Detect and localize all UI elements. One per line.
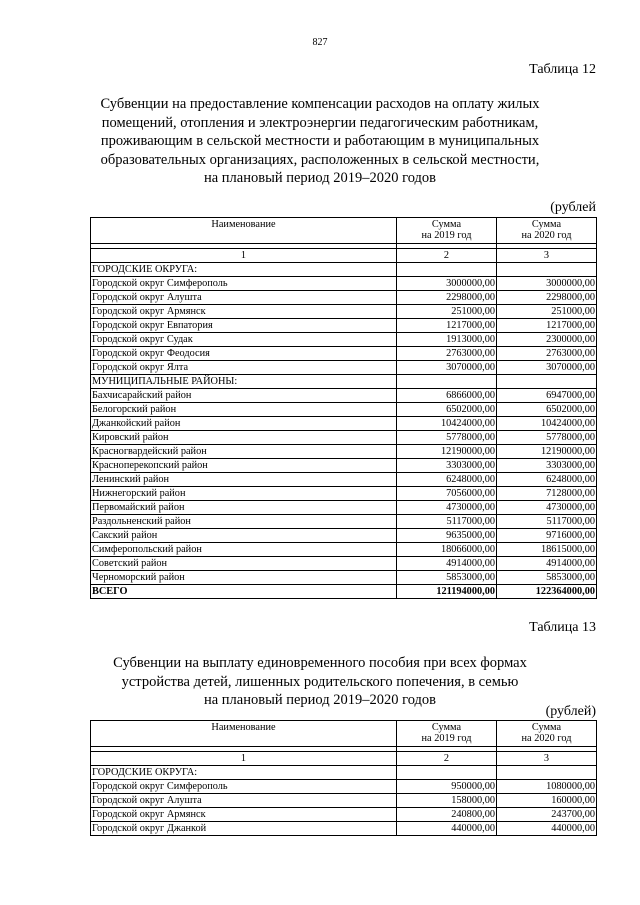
table-row (91, 431, 597, 445)
row-value-2019 (397, 766, 497, 780)
row-value-2020: 2763000,00 (497, 347, 597, 361)
table-row (91, 403, 597, 417)
row-value-2019: 18066000,00 (397, 543, 497, 557)
row-value-2020: 243700,00 (497, 808, 597, 822)
row-value-2019: 3000000,00 (397, 277, 497, 291)
table-row (91, 766, 597, 780)
row-name: Кировский район (91, 431, 397, 445)
total-2020: 122364000,00 (497, 585, 597, 599)
row-value-2019: 2298000,00 (397, 291, 497, 305)
row-value-2020: 6947000,00 (497, 389, 597, 403)
row-value-2020: 5853000,00 (497, 571, 597, 585)
col-number: 1 (91, 752, 397, 766)
col-number: 2 (397, 249, 497, 263)
table-row (91, 487, 597, 501)
row-value-2019: 5778000,00 (397, 431, 497, 445)
header-2019 (397, 218, 497, 244)
table-row (91, 501, 597, 515)
table-row (91, 794, 597, 808)
table-row (91, 473, 597, 487)
row-name: Городской округ Алушта (91, 794, 397, 808)
table-row (91, 808, 597, 822)
title-line: проживающим в сельской местности и работающим в муниципальных (100, 133, 540, 149)
row-name: Красноперекопский район (91, 459, 397, 473)
row-value-2020: 9716000,00 (497, 529, 597, 543)
row-value-2019: 9635000,00 (397, 529, 497, 543)
row-value-2020 (497, 263, 597, 277)
row-name: Черноморский район (91, 571, 397, 585)
row-value-2020: 440000,00 (497, 822, 597, 836)
table-13-unit: (рублей) (545, 704, 596, 719)
row-name: ГОРОДСКИЕ ОКРУГА: (91, 263, 397, 277)
table-row (91, 571, 597, 585)
header-2020 (497, 218, 597, 244)
row-value-2020: 3000000,00 (497, 277, 597, 291)
row-value-2019: 3070000,00 (397, 361, 497, 375)
row-name: Городской округ Феодосия (91, 347, 397, 361)
row-value-2020: 1217000,00 (497, 319, 597, 333)
header-2020-line2: на 2020 год (521, 230, 572, 241)
row-value-2020: 7128000,00 (497, 487, 597, 501)
table-13-label: Таблица 13 (529, 620, 596, 635)
table-12-unit: (рублей (550, 200, 596, 215)
row-name: Городской округ Судак (91, 333, 397, 347)
table-row (91, 557, 597, 571)
row-value-2019: 4730000,00 (397, 501, 497, 515)
title-line: помещений, отопления и электроэнергии педагогическим работникам, (101, 114, 539, 131)
table-row (91, 515, 597, 529)
total-label: ВСЕГО (91, 585, 397, 599)
row-value-2020: 4914000,00 (497, 557, 597, 571)
row-value-2020: 6502000,00 (497, 403, 597, 417)
table-row (91, 445, 597, 459)
title-line: устройства детей, лишенных родительского попечения, в семью (121, 673, 519, 690)
table-row (91, 361, 597, 375)
col-number: 3 (497, 752, 597, 766)
row-value-2019: 6502000,00 (397, 403, 497, 417)
header-name: Наименование (91, 721, 397, 747)
row-name: Советский район (91, 557, 397, 571)
row-value-2019: 10424000,00 (397, 417, 497, 431)
row-name: ГОРОДСКИЕ ОКРУГА: (91, 766, 397, 780)
row-value-2020: 3070000,00 (497, 361, 597, 375)
row-value-2020: 5117000,00 (497, 515, 597, 529)
title-line: на плановый период 2019–2020 годов (203, 170, 437, 186)
title-line: образовательных организациях, расположенных в сельской местности, (100, 151, 540, 168)
header-2019 (397, 721, 497, 747)
col-number: 1 (91, 249, 397, 263)
row-name: Ленинский район (91, 473, 397, 487)
table-row (91, 417, 597, 431)
header-2019-line1: Сумма (431, 219, 462, 230)
table-row (91, 822, 597, 836)
row-value-2020: 160000,00 (497, 794, 597, 808)
row-name: Первомайский район (91, 501, 397, 515)
table-row (91, 529, 597, 543)
row-value-2020 (497, 766, 597, 780)
row-value-2019 (397, 375, 497, 389)
row-name: Сакский район (91, 529, 397, 543)
table-12 (90, 217, 597, 599)
table-row (91, 277, 597, 291)
table-row (91, 375, 597, 389)
table-row (91, 780, 597, 794)
row-name: Городской округ Алушта (91, 291, 397, 305)
table-12-label: Таблица 12 (529, 62, 596, 77)
row-value-2019: 3303000,00 (397, 459, 497, 473)
row-value-2020: 2300000,00 (497, 333, 597, 347)
row-name: Нижнегорский район (91, 487, 397, 501)
row-value-2019: 251000,00 (397, 305, 497, 319)
title-line: Субвенции на предоставление компенсации расходов на оплату жилых (100, 96, 540, 112)
row-value-2019: 12190000,00 (397, 445, 497, 459)
row-name: Городской округ Симферополь (91, 277, 397, 291)
table-row (91, 543, 597, 557)
table-row (91, 389, 597, 403)
table-row (91, 305, 597, 319)
row-value-2019: 440000,00 (397, 822, 497, 836)
row-value-2019: 5117000,00 (397, 515, 497, 529)
row-name: Красногвардейский район (91, 445, 397, 459)
table-13-title (80, 654, 560, 710)
row-value-2019: 6866000,00 (397, 389, 497, 403)
header-2020 (497, 721, 597, 747)
row-name: Симферопольский район (91, 543, 397, 557)
row-value-2020: 251000,00 (497, 305, 597, 319)
row-value-2020: 10424000,00 (497, 417, 597, 431)
table-row (91, 319, 597, 333)
title-line: на плановый период 2019–2020 годов (203, 692, 437, 708)
row-value-2019: 4914000,00 (397, 557, 497, 571)
row-name: Городской округ Ялта (91, 361, 397, 375)
col-number: 3 (497, 249, 597, 263)
row-value-2019: 2763000,00 (397, 347, 497, 361)
col-number: 2 (397, 752, 497, 766)
row-value-2020: 1080000,00 (497, 780, 597, 794)
table-row (91, 291, 597, 305)
table-row (91, 263, 597, 277)
title-line: Субвенции на выплату единовременного пособия при всех формах (113, 655, 527, 671)
table-12-title (80, 95, 560, 188)
row-name: Городской округ Симферополь (91, 780, 397, 794)
row-name: МУНИЦИПАЛЬНЫЕ РАЙОНЫ: (91, 375, 397, 389)
row-name: Городской округ Евпатория (91, 319, 397, 333)
row-value-2020: 2298000,00 (497, 291, 597, 305)
row-name: Раздольненский район (91, 515, 397, 529)
row-value-2019: 158000,00 (397, 794, 497, 808)
row-name: Городской округ Армянск (91, 808, 397, 822)
row-value-2019: 1913000,00 (397, 333, 497, 347)
row-value-2020: 3303000,00 (497, 459, 597, 473)
header-2019-line2: на 2019 год (421, 733, 472, 744)
row-value-2019: 240800,00 (397, 808, 497, 822)
row-value-2020 (497, 375, 597, 389)
row-value-2019: 1217000,00 (397, 319, 497, 333)
row-value-2020: 6248000,00 (497, 473, 597, 487)
header-2019-line2: на 2019 год (421, 230, 472, 241)
table-row (91, 333, 597, 347)
table-row (91, 459, 597, 473)
header-name: Наименование (91, 218, 397, 244)
table-13 (90, 720, 597, 836)
row-name: Городской округ Армянск (91, 305, 397, 319)
row-value-2019: 7056000,00 (397, 487, 497, 501)
row-name: Джанкойский район (91, 417, 397, 431)
header-2020-line1: Сумма (531, 722, 562, 733)
row-value-2020: 12190000,00 (497, 445, 597, 459)
row-value-2019: 6248000,00 (397, 473, 497, 487)
row-value-2020: 4730000,00 (497, 501, 597, 515)
row-value-2019: 5853000,00 (397, 571, 497, 585)
row-value-2019: 950000,00 (397, 780, 497, 794)
header-2020-line2: на 2020 год (521, 733, 572, 744)
total-2019: 121194000,00 (397, 585, 497, 599)
row-name: Городской округ Джанкой (91, 822, 397, 836)
header-2019-line1: Сумма (431, 722, 462, 733)
row-value-2019 (397, 263, 497, 277)
row-value-2020: 18615000,00 (497, 543, 597, 557)
row-name: Бахчисарайский район (91, 389, 397, 403)
header-2020-line1: Сумма (531, 219, 562, 230)
table-row (91, 347, 597, 361)
row-name: Белогорский район (91, 403, 397, 417)
page-number: 827 (312, 37, 328, 48)
row-value-2020: 5778000,00 (497, 431, 597, 445)
